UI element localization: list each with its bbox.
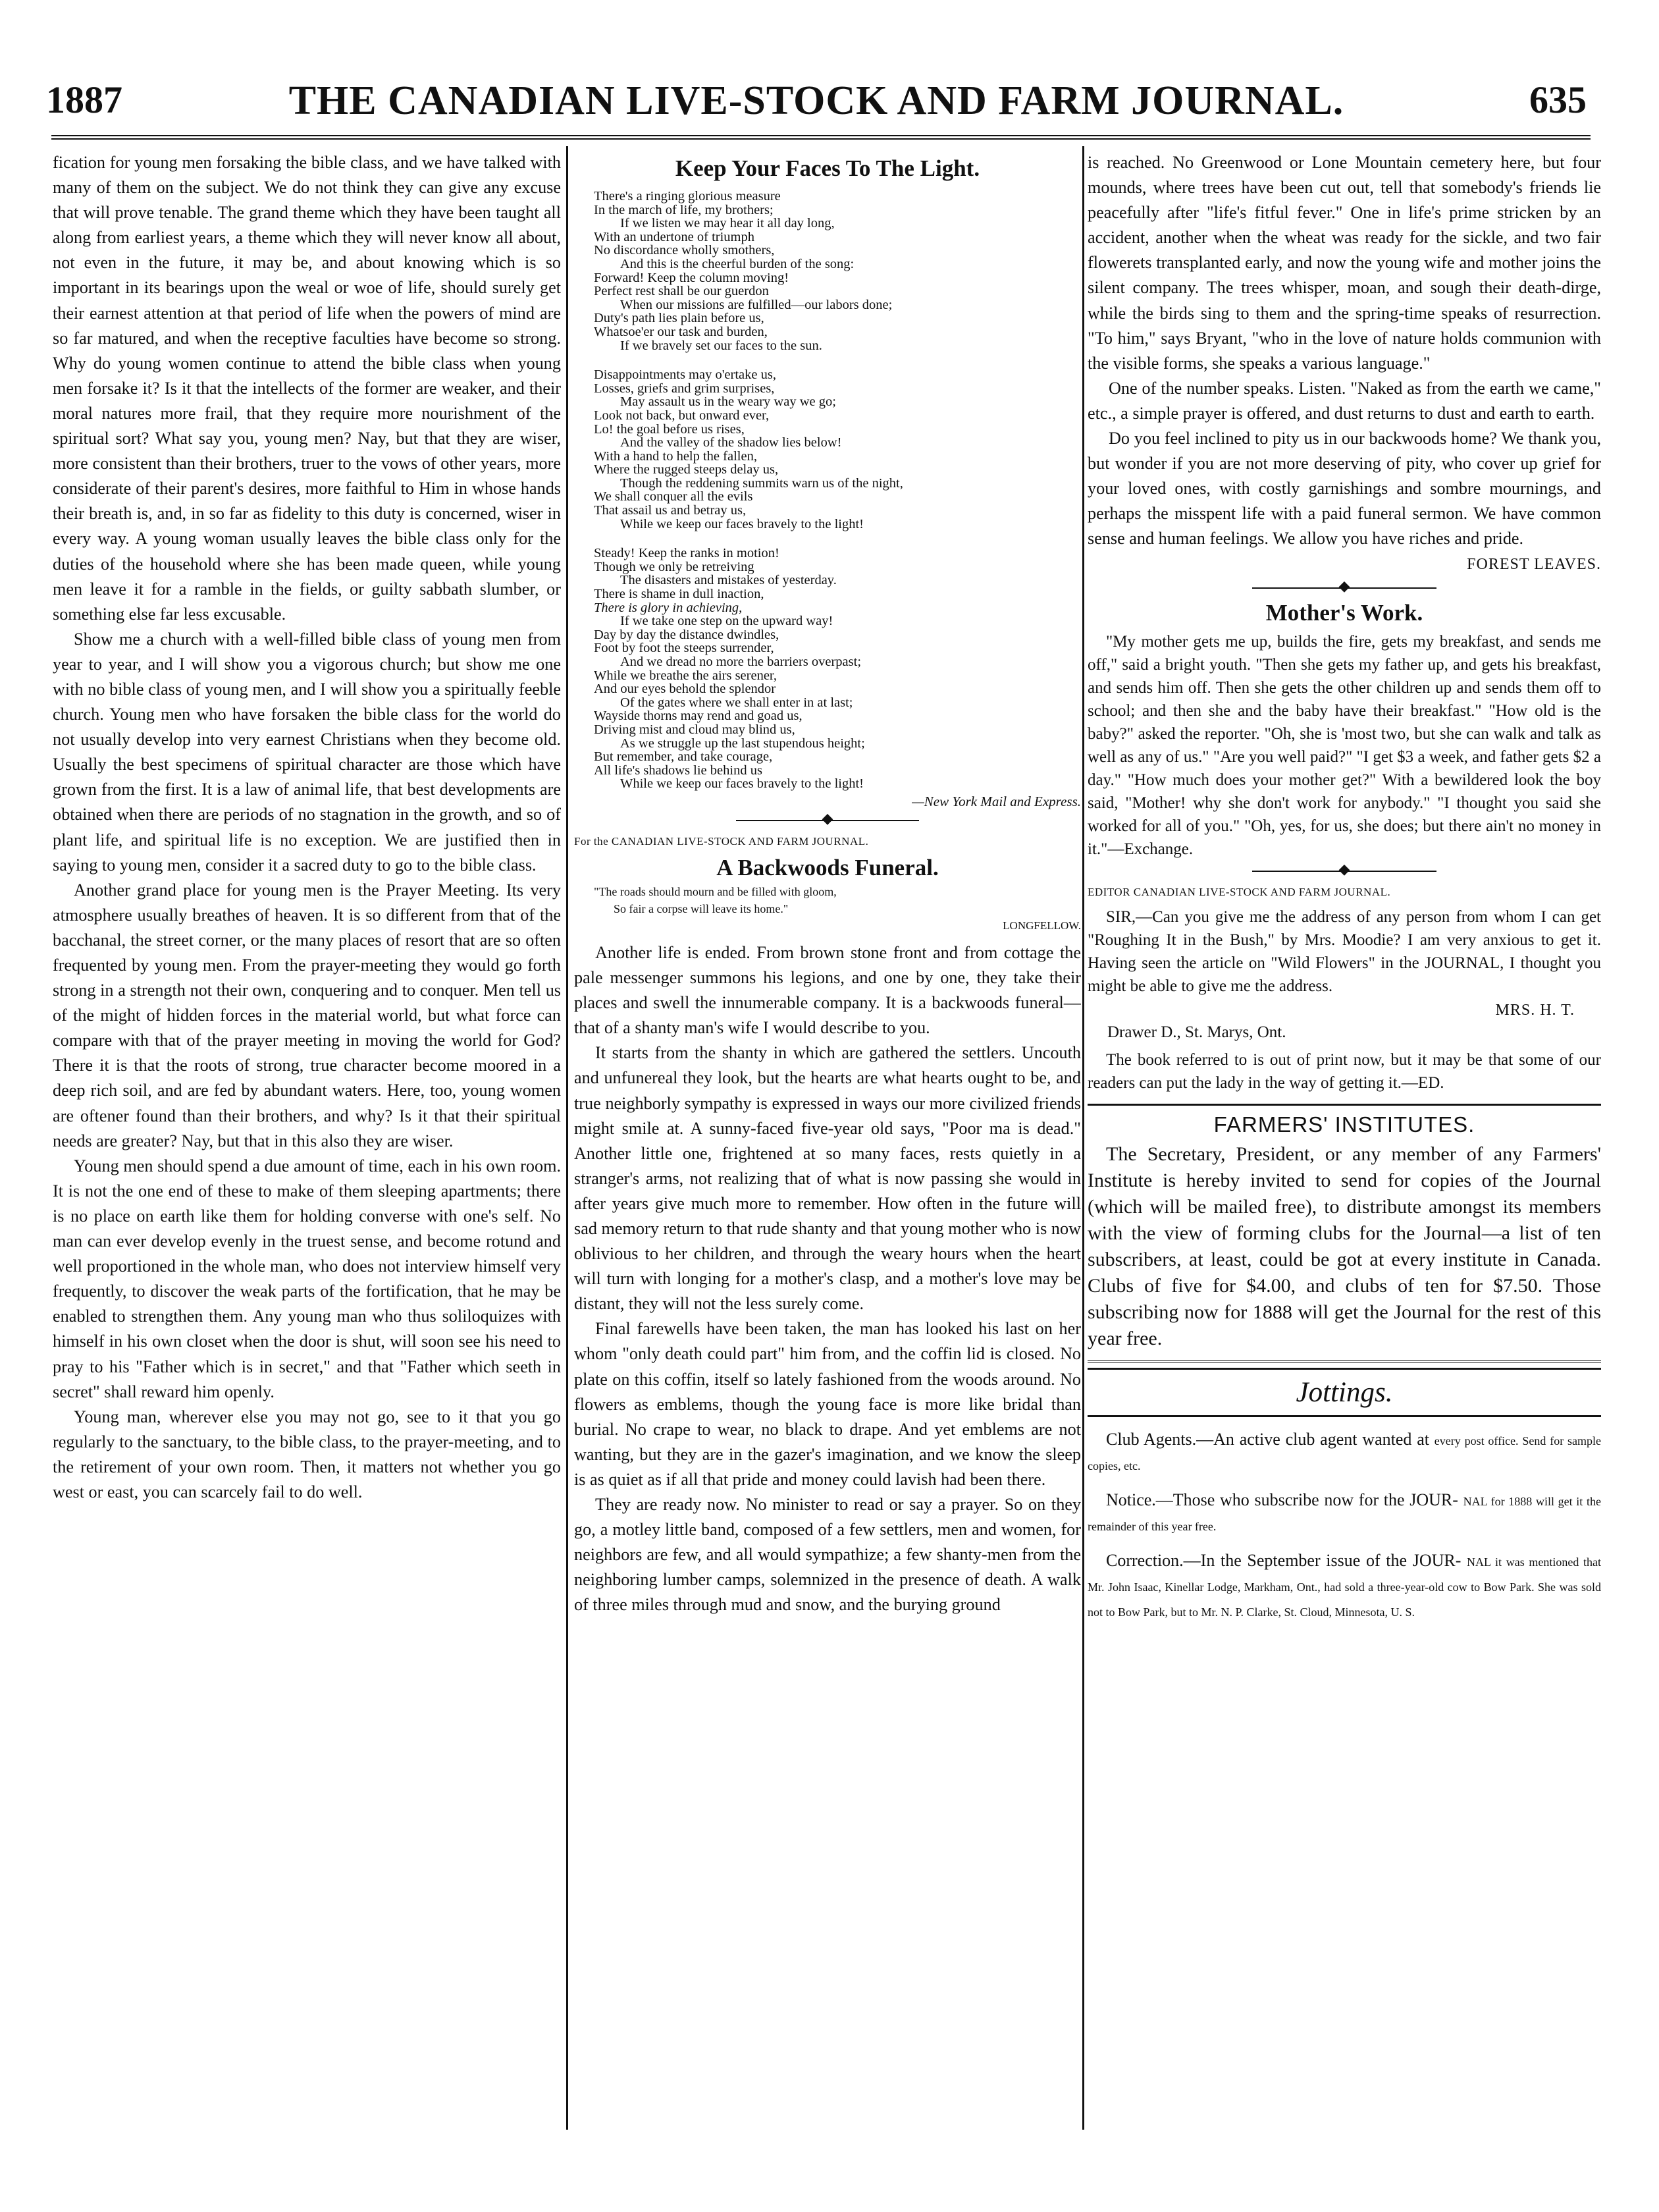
section-separator (574, 810, 1081, 831)
article-paragraph: Young man, wherever else you may not go, see to it that you go regularly to the sanctuary, to the bible class, to the prayer-meeting, and to the retirement of your own room. Then, it matters not whether you go west or east, you can scarcely fail to do well. (53, 1407, 561, 1501)
letter-signature: MRS. H. T. (1495, 1001, 1575, 1019)
poem-line: But remember, and take courage, (594, 749, 773, 765)
article-paragraph: They are ready now. No minister to read or say a prayer. So on they go, a motley little band, composed of a few settlers, men and women, for neighbors are few, and all would sympathize; a few shanty-men from the neighboring lumber camps, solemnized in the presence of death. A walk of three miles through mud and snow, and the burying ground (574, 1495, 1081, 1615)
jotting-item (1088, 1549, 1601, 1624)
poem-line: There's a ringing glorious measure (594, 189, 781, 203)
poem-line: If we listen we may hear it all day long, (620, 216, 835, 231)
poem-line: All life's shadows lie behind us (594, 763, 762, 778)
article-paragraph: Another grand place for young men is the Prayer Meeting. Its very atmosphere usually breathes of heaven. It is so different from that of the bacchanal, the street corner, or the many places of resort that are so often frequented by young men. From the prayer-meeting they would go forth strong in a strength not their own, conquering and to conquer. Men tell us of the might of hidden forces in the material world, but what force can compare with that of the prayer meeting in moving the world for God? There it is that the roots of strong, true character become moored in a deep rich soil, and are fed by abundant waters. Here, too, young women are oftener found than their brothers, and why? Is it that their spiritual needs are greater? Nay, but that in this also they are wiser. (53, 880, 561, 1150)
poem-line: Steady! Keep the ranks in motion! (594, 546, 779, 561)
poem-line: Foot by foot the steeps surrender, (594, 641, 774, 656)
letter-text: SIR,—Can you give me the address of any person from whom I can get "Roughing It in the Bush," by Mrs. Moodie? I am very anxious to get it. Having seen the article on "Wild Flowers" in the JOURNAL, I thought you might be able to give me the address. (1088, 907, 1601, 995)
poem-line: Disappointments may o'ertake us, (594, 367, 776, 383)
article-paragraph: Show me a church with a well-filled bible class of young men from year to year, and I will show you a vigorous church; but show me one with no bible class of young men, and I will show you a spiritually feeble church. Young men who have forsaken the bible class for the world do not usually develop into very earnest Christians when they become old. Usually the best specimens of spiritual character are those which have grown from the first. It is a law of animal life, that best developments are obtained when there are periods of no stagnation in the growth, and so of plant life, and spiritual life is no exception. We are justified then in saying to young men, consider it a sacred duty to go to the bible class. (53, 629, 561, 875)
jotting-text: NAL for 1888 will get it the remainder of this year free. (1088, 1494, 1601, 1533)
farmers-institutes-notice (1088, 1104, 1601, 1362)
jotting-text: Club Agents.—An active club agent wanted at (1106, 1429, 1429, 1449)
poem-line: And our eyes behold the splendor (594, 682, 776, 697)
poem-line: Wayside thorns may rend and goad us, (594, 709, 803, 724)
article-paragraph: Final farewells have been taken, the man has looked his last on her whom "only death could part" him from, and the coffin lid is closed. No plate on this coffin, itself so lately fashioned from the woods around. No flowers as emblems, though the young face is more like bridal than burial. No crape to wear, no black to drape. And yet emblems are not wanting, but they are in the gazer's imagination, and we know the sleep is as quiet as if all that pride and money could lavish had been there. (574, 1319, 1081, 1489)
epigraph-line: So fair a corpse will leave its home." (614, 902, 789, 915)
jotting-item (1088, 1428, 1601, 1478)
jotting-text: Correction.—In the September issue of the JOUR- (1106, 1550, 1462, 1570)
poem-line: Perfect rest shall be our guerdon (594, 284, 769, 299)
poem-line: Whatsoe'er our task and burden, (594, 324, 768, 339)
column-divider (1082, 146, 1084, 2130)
poem-line: There is shame in dull inaction, (594, 587, 764, 602)
poem-line: Though the reddening summits warn us of the night, (620, 475, 903, 491)
article-paragraph: fication for young men forsaking the bible class, and we have talked with many of them on the subject. We do not think they can give any excuse that will prove tenable. The grand theme which they have been taught all along from earliest years, a theme which they will never know all about, not even in the future, it may be, and about knowing which is so important in its bearings upon the weal or woe of life, should surely get their earnest attention at that period of life when the powers of mind are so far matured, and when the receptive faculties have become so strong. Why do young women continue to attend the bible class when young men forsake it? Is it that the intellects of the former are weaker, and their moral natures more frail, that they require more nourishment of the spiritual sort? What say you, young men? Nay, but that they are wiser, more consistent than their brothers, truer to the vows of other years, more considerate of their parent's desires, more faithful to Him in whose hands their breath is, and, in so far as fidelity to this duty is concerned, wiser in every way. A young woman usually leaves the bible class only for the duties of the household where she has been made queen, while young men leave it for a ramble in the fields, or guilty sabbath slumber, or something else far less excusable. (53, 153, 561, 624)
column-3 (1088, 150, 1601, 1634)
poem-stanza (594, 547, 1081, 791)
poem-line: With an undertone of triumph (594, 229, 754, 244)
poem-line: While we keep our faces bravely to the light! (620, 776, 864, 792)
mothers-work-text: "My mother gets me up, builds the fire, gets my breakfast, and sends me off," said a bright youth. "Then she gets my father up, and gets his breakfast, and sends him off. Then she gets the other children up and sends them off to school; and then she and the baby have their breakfast." "How old is the baby?" asked the reporter. "Oh, she is 'most two, but she can walk and talk as well as any of us." "Are you well paid?" "I get $3 a week, and father gets $2 a day." "How much does your mother get?" With a bewildered look the boy said, "Mother! why she don't work for anybody." "I thought you said she worked for all of you." "Oh, yes, for us, she does; but there ain't no money in it."—Exchange. (1088, 632, 1601, 858)
jotting-text: Notice.—Those who subscribe now for the JOUR- (1106, 1490, 1458, 1509)
poem-line: Driving mist and cloud may blind us, (594, 722, 795, 737)
poem-line: Where the rugged steeps delay us, (594, 462, 779, 477)
poem-line: Duty's path lies plain before us, (594, 311, 764, 326)
column-1 (53, 150, 561, 1505)
poem-line: We shall conquer all the evils (594, 489, 753, 504)
poem-line: As we struggle up the last stupendous height; (620, 736, 865, 751)
poem-line: If we bravely set our faces to the sun. (620, 338, 822, 353)
article-paragraph: is reached. No Greenwood or Lone Mountain cemetery here, but four mounds, where trees have been cut out, tell that somebody's friends lie peacefully after "life's fitful fever." One in life's prime stricken by an accident, another when the wheat was ready for the sickle, and two fair flowerets transplanted early, and now the young wife and mother joins the silent company. The trees whisper, moan, and sough their death-dirge, while the birds sing to them and the spring-time speaks of resurrection. "To him," says Bryant, "who in the love of nature holds communion with the visible forms, she speaks a various language." (1088, 153, 1601, 373)
letter-address: Drawer D., St. Marys, Ont. (1107, 1023, 1286, 1041)
poem-title: Keep Your Faces To The Light. (675, 155, 980, 181)
poem-line: While we breathe the airs serener, (594, 668, 777, 683)
page-header (46, 78, 1587, 130)
poem-line: With a hand to help the fallen, (594, 448, 757, 464)
column-divider (566, 146, 568, 2130)
jotting-text: every post office. Send for sample copies, etc. (1088, 1434, 1601, 1472)
article-paragraph: Young men should spend a due amount of time, each in his own room. It is not the one end of these to make of them sleeping apartments; there is no place on earth like them for holding converse with one's self. No man can ever develop evenly in the truest sense, and become rotund and well proportioned in the whole man, who does not interview himself very frequently, to discover the weak parts of the fortification, that he may be enabled to strengthen them. Any young man who thus soliloquizes with himself in his own closet when the door is shut, will soon see his need to pray to his "Father which is in secret," and that "Father which seeth in secret" shall reward him openly. (53, 1156, 561, 1401)
poem-line: While we keep our faces bravely to the light! (620, 516, 864, 531)
poem-source: —New York Mail and Express. (912, 793, 1081, 809)
editor-label: EDITOR CANADIAN LIVE-STOCK AND FARM JOURNAL. (1088, 885, 1391, 898)
article-paragraph: One of the number speaks. Listen. "Naked as from the earth we came," etc., a simple prayer is offered, and dust returns to dust and earth to earth. (1088, 378, 1601, 423)
header-year: 1887 (46, 78, 122, 121)
poem-line: In the march of life, my brothers; (594, 202, 774, 217)
page-number: 635 (1529, 78, 1587, 121)
poem-line: Though we only be retreiving (594, 559, 754, 574)
article-byline: For the CANADIAN LIVE-STOCK AND FARM JOURNAL. (574, 834, 869, 848)
poem-line: There is glory in achieving, (594, 600, 743, 615)
poem-line: Look not back, but onward ever, (594, 408, 770, 423)
poem-line: And this is the cheerful burden of the song: (620, 256, 855, 271)
poem-line: If we take one step on the upward way! (620, 614, 833, 629)
jotting-item (1088, 1488, 1601, 1538)
article-paragraph: Do you feel inclined to pity us in our backwoods home? We thank you, but wonder if you are not more deserving of pity, who cover up grief for your loved ones, with costly garnishings and sombre mournings, and perhaps the misspent life with a paid funeral sermon. We have common sense and human feelings. We allow you have riches and pride. (1088, 429, 1601, 549)
poem-line: Losses, griefs and grim surprises, (594, 381, 775, 396)
poem-line: Day by day the distance dwindles, (594, 627, 779, 642)
poem-line: Forward! Keep the column moving! (594, 270, 789, 285)
article-paragraph: It starts from the shanty in which are gathered the settlers. Uncouth and unfunereal they look, but the hearts are what hearts ought to be, and true neighborly sympathy is expressed in ways our more civilized friends might smile at. A sunny-faced five-year old says, "Poor ma is dead." Another little one, frightened at so many faces, rests quietly in a stranger's arms, not realizing that of what is now passing she would in after years give much more to remember. How often in the future will sad memory return to that rude shanty and that young mother who is now oblivious to her children, and through the weary hours when the heart will turn with longing for a mother's clasp, and a mother's love may be distant, they will not the less surely come. (574, 1043, 1081, 1314)
farmers-institutes-text: The Secretary, President, or any member of any Farmers' Institute is hereby invited to send for copies of the Journal (which will be mailed free), to distribute amongst its members with the view of forming clubs for the Journal—a list of ten subscribers, at least, could be got at every institute in Canada. Clubs of five for $4.00, and clubs of ten for $7.50. Those subscribing now for 1888 will get the Journal for the rest of this year free. (1088, 1143, 1601, 1349)
article-signature: FOREST LEAVES. (1467, 555, 1601, 573)
poem-line: No discordance wholly smothers, (594, 243, 775, 258)
journal-title: THE CANADIAN LIVE-STOCK AND FARM JOURNAL. (288, 78, 1344, 123)
header-rule (51, 135, 1591, 140)
section-separator (1088, 861, 1601, 882)
farmers-institutes-title: FARMERS' INSTITUTES. (1213, 1112, 1475, 1137)
editor-reply: The book referred to is out of print now, but it may be that some of our readers can put the lady in the way of getting it.—ED. (1088, 1050, 1601, 1092)
poem-stanza (594, 190, 1081, 352)
mothers-work-title: Mother's Work. (1265, 599, 1423, 626)
poem-line: The disasters and mistakes of yesterday. (620, 573, 837, 588)
article-paragraph: Another life is ended. From brown stone front and from cottage the pale messenger summons his legions, and one by one, they take their places and swell the innumerable company. It is a backwoods funeral—that of a shanty man's wife I would describe to you. (574, 942, 1081, 1038)
poem-line: Of the gates where we shall enter in at last; (620, 695, 853, 710)
column-2 (574, 150, 1081, 1617)
poem-line: May assault us in the weary way we go; (620, 394, 836, 410)
poem-line: That assail us and betray us, (594, 503, 747, 518)
section-separator (1088, 578, 1601, 599)
poem-line: And the valley of the shadow lies below! (620, 435, 842, 450)
epigraph-source: LONGFELLOW. (1003, 919, 1081, 932)
poem-line: And we dread no more the barriers overpast; (620, 655, 862, 669)
epigraph-line: "The roads should mourn and be filled with gloom, (594, 884, 837, 898)
jotting-text: NAL it was mentioned that Mr. John Isaac, Kinellar Lodge, Markham, Ont., had sold a three-year-old cow to Bow Park. She was sold not to Bow Park, but to Mr. N. P. Clarke, St. Cloud, Minnesota, U. S. (1088, 1555, 1601, 1619)
poem-line: When our missions are fulfilled—our labors done; (620, 297, 893, 312)
article-title: A Backwoods Funeral. (716, 854, 939, 880)
jottings-title: Jottings. (1088, 1368, 1601, 1417)
poem-stanza (594, 368, 1081, 531)
poem-line: Lo! the goal before us rises, (594, 421, 745, 437)
